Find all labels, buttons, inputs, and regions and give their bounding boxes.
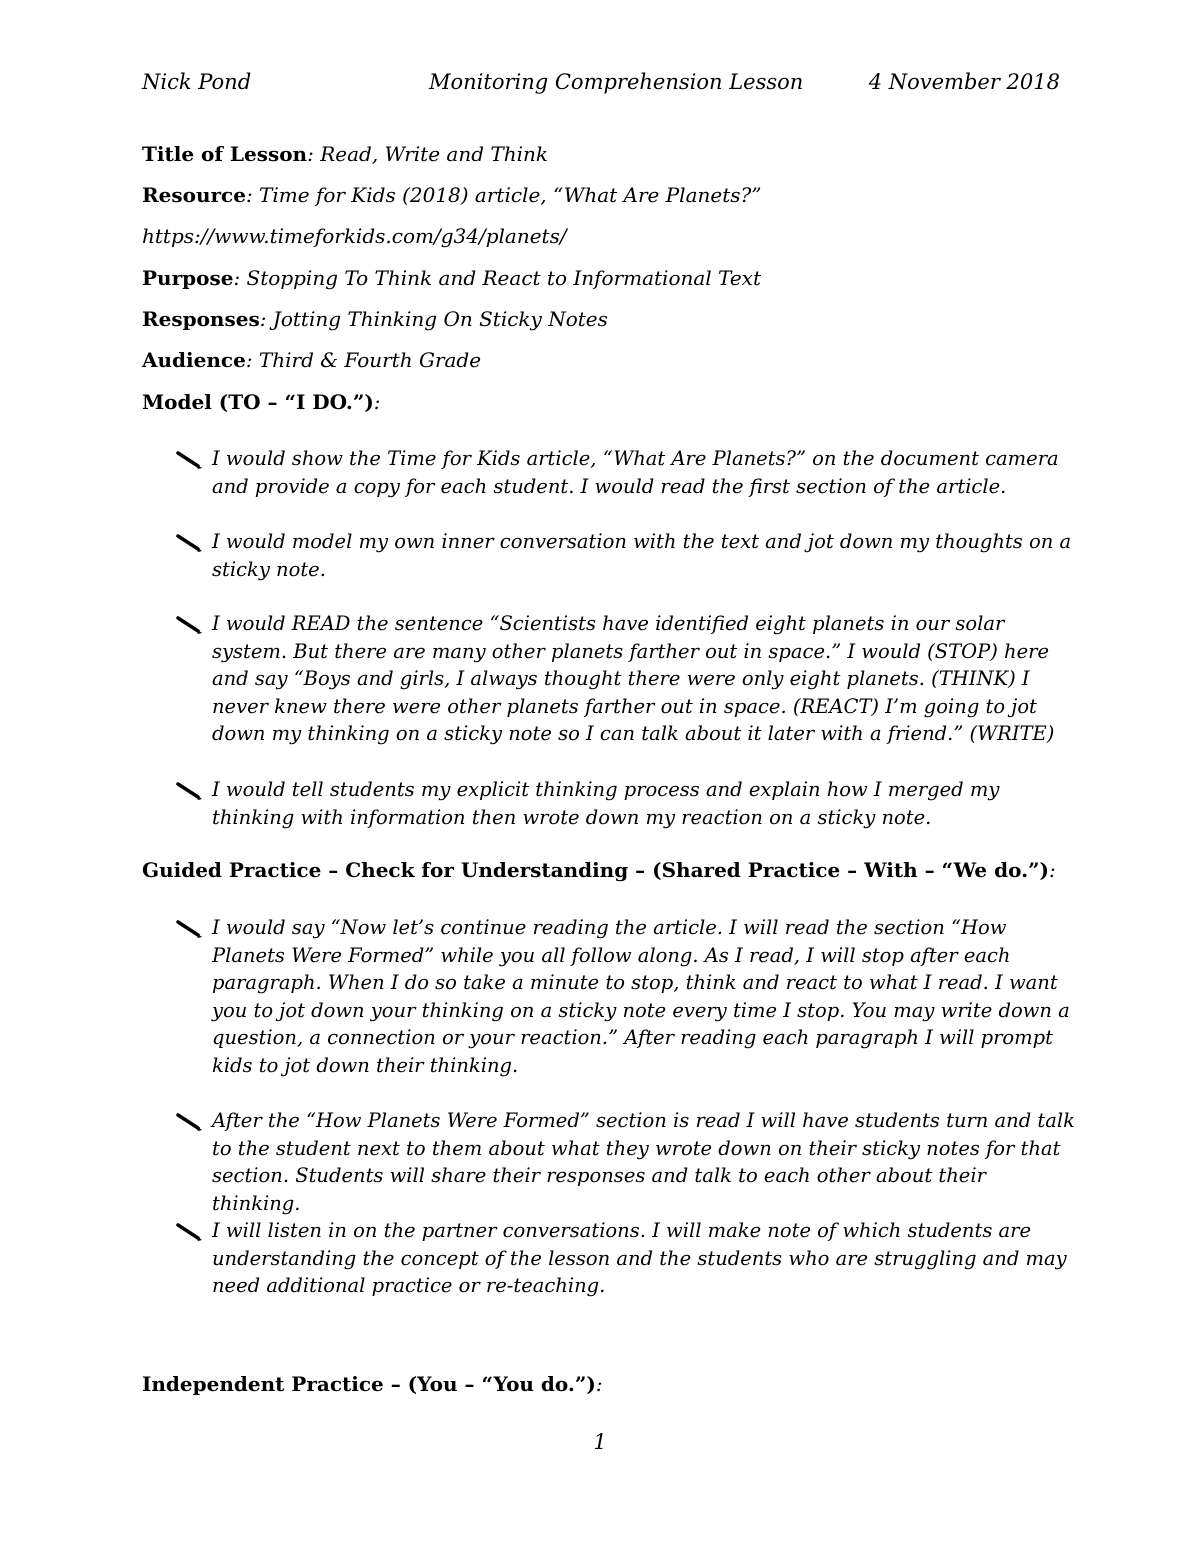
pencil-icon bbox=[176, 1223, 204, 1243]
responses-value: Jotting Thinking On Sticky Notes bbox=[272, 307, 608, 331]
list-item bbox=[176, 528, 1076, 583]
pencil-icon bbox=[176, 534, 204, 554]
header-author: Nick Pond bbox=[142, 70, 252, 94]
independent-heading: Independent Practice – (You – “You do.”) bbox=[142, 1372, 596, 1396]
resource-line: Resource: Time for Kids (2018) article, “What Are Planets?” bbox=[142, 183, 762, 207]
page-number: 1 bbox=[593, 1430, 607, 1454]
list-item bbox=[176, 610, 1076, 748]
list-item bbox=[176, 776, 1076, 831]
pencil-icon bbox=[176, 1113, 204, 1133]
list-item bbox=[176, 445, 1076, 500]
list-item bbox=[176, 1217, 1076, 1300]
resource-url-line bbox=[142, 224, 1072, 248]
list-item bbox=[176, 914, 1076, 1079]
header-doc-title: Monitoring Comprehension Lesson bbox=[429, 70, 804, 94]
model-item-4: I would tell students my explicit thinking process and explain how I merged my thinking with information then wrote down my reaction on a sticky note. bbox=[212, 778, 1000, 829]
responses-line: Responses: Jotting Thinking On Sticky Notes bbox=[142, 307, 608, 331]
guided-item-2: After the “How Planets Were Formed” section is read I will have students turn and talk to the student next to them about what they wrote down on their sticky notes for that section. Students will share their responses and talk to each other about their thinking. bbox=[212, 1109, 1075, 1215]
guided-item-1: I would say “Now let’s continue reading the article. I will read the section “How Planets Were Formed” while you all follow along. As I read, I will stop after each paragraph. When I do so take a minute to stop, think and react to what I read. I want you to jot down your thinking on a sticky note every time I stop. You may write down a question, a connection or your reaction.” After reading each paragraph I will prompt kids to jot down their thinking. bbox=[212, 916, 1070, 1077]
resource-url: https://www.timeforkids.com/g34/planets/ bbox=[142, 224, 567, 248]
purpose-label: Purpose bbox=[142, 266, 234, 290]
guided-heading: Guided Practice – Check for Understanding – (Shared Practice – With – “We do.”) bbox=[142, 858, 1050, 882]
audience-label: Audience bbox=[142, 348, 246, 372]
lesson-title-line: Title of Lesson: Read, Write and Think bbox=[142, 142, 548, 166]
independent-heading-line: Independent Practice – (You – “You do.”): bbox=[142, 1372, 603, 1396]
guided-heading-line: Guided Practice – Check for Understanding – (Shared Practice – With – “We do.”): bbox=[142, 858, 1056, 882]
pencil-icon bbox=[176, 451, 204, 471]
resource-label: Resource bbox=[142, 183, 246, 207]
guided-item-3: I will listen in on the partner conversations. I will make note of which students are understanding the concept of the lesson and the students who are struggling and may need additional practice or re-teaching. bbox=[212, 1219, 1067, 1297]
model-heading-line: Model (TO – “I DO.”): bbox=[142, 390, 381, 414]
model-item-3: I would READ the sentence “Scientists have identified eight planets in our solar system. But there are many other planets farther out in space.” I would (STOP) here and say “Boys and girls, I always thought there were only eight planets. (THINK) I never knew there were other planets farther out in space. (REACT) I’m going to jot down my thinking on a sticky note so I can talk about it later with a friend.” (WRITE) bbox=[212, 612, 1055, 745]
title-label: Title of Lesson bbox=[142, 142, 308, 166]
header-date: 4 November 2018 bbox=[868, 70, 1060, 94]
audience-line: Audience: Third & Fourth Grade bbox=[142, 348, 482, 372]
pencil-icon bbox=[176, 616, 204, 636]
purpose-value: Stopping To Think and React to Informational Text bbox=[246, 266, 761, 290]
resource-value: Time for Kids (2018) article, “What Are Planets?” bbox=[259, 183, 762, 207]
pencil-icon bbox=[176, 920, 204, 940]
model-item-2: I would model my own inner conversation with the text and jot down my thoughts on a sticky note. bbox=[212, 530, 1072, 581]
model-heading: Model (TO – “I DO.”) bbox=[142, 390, 374, 414]
list-item bbox=[176, 1107, 1076, 1217]
title-value: Read, Write and Think bbox=[320, 142, 548, 166]
model-item-1: I would show the Time for Kids article, “What Are Planets?” on the document camera and provide a copy for each student. I would read the first section of the article. bbox=[212, 447, 1059, 498]
purpose-line: Purpose: Stopping To Think and React to Informational Text bbox=[142, 266, 761, 290]
responses-label: Responses bbox=[142, 307, 260, 331]
audience-value: Third & Fourth Grade bbox=[258, 348, 482, 372]
pencil-icon bbox=[176, 782, 204, 802]
